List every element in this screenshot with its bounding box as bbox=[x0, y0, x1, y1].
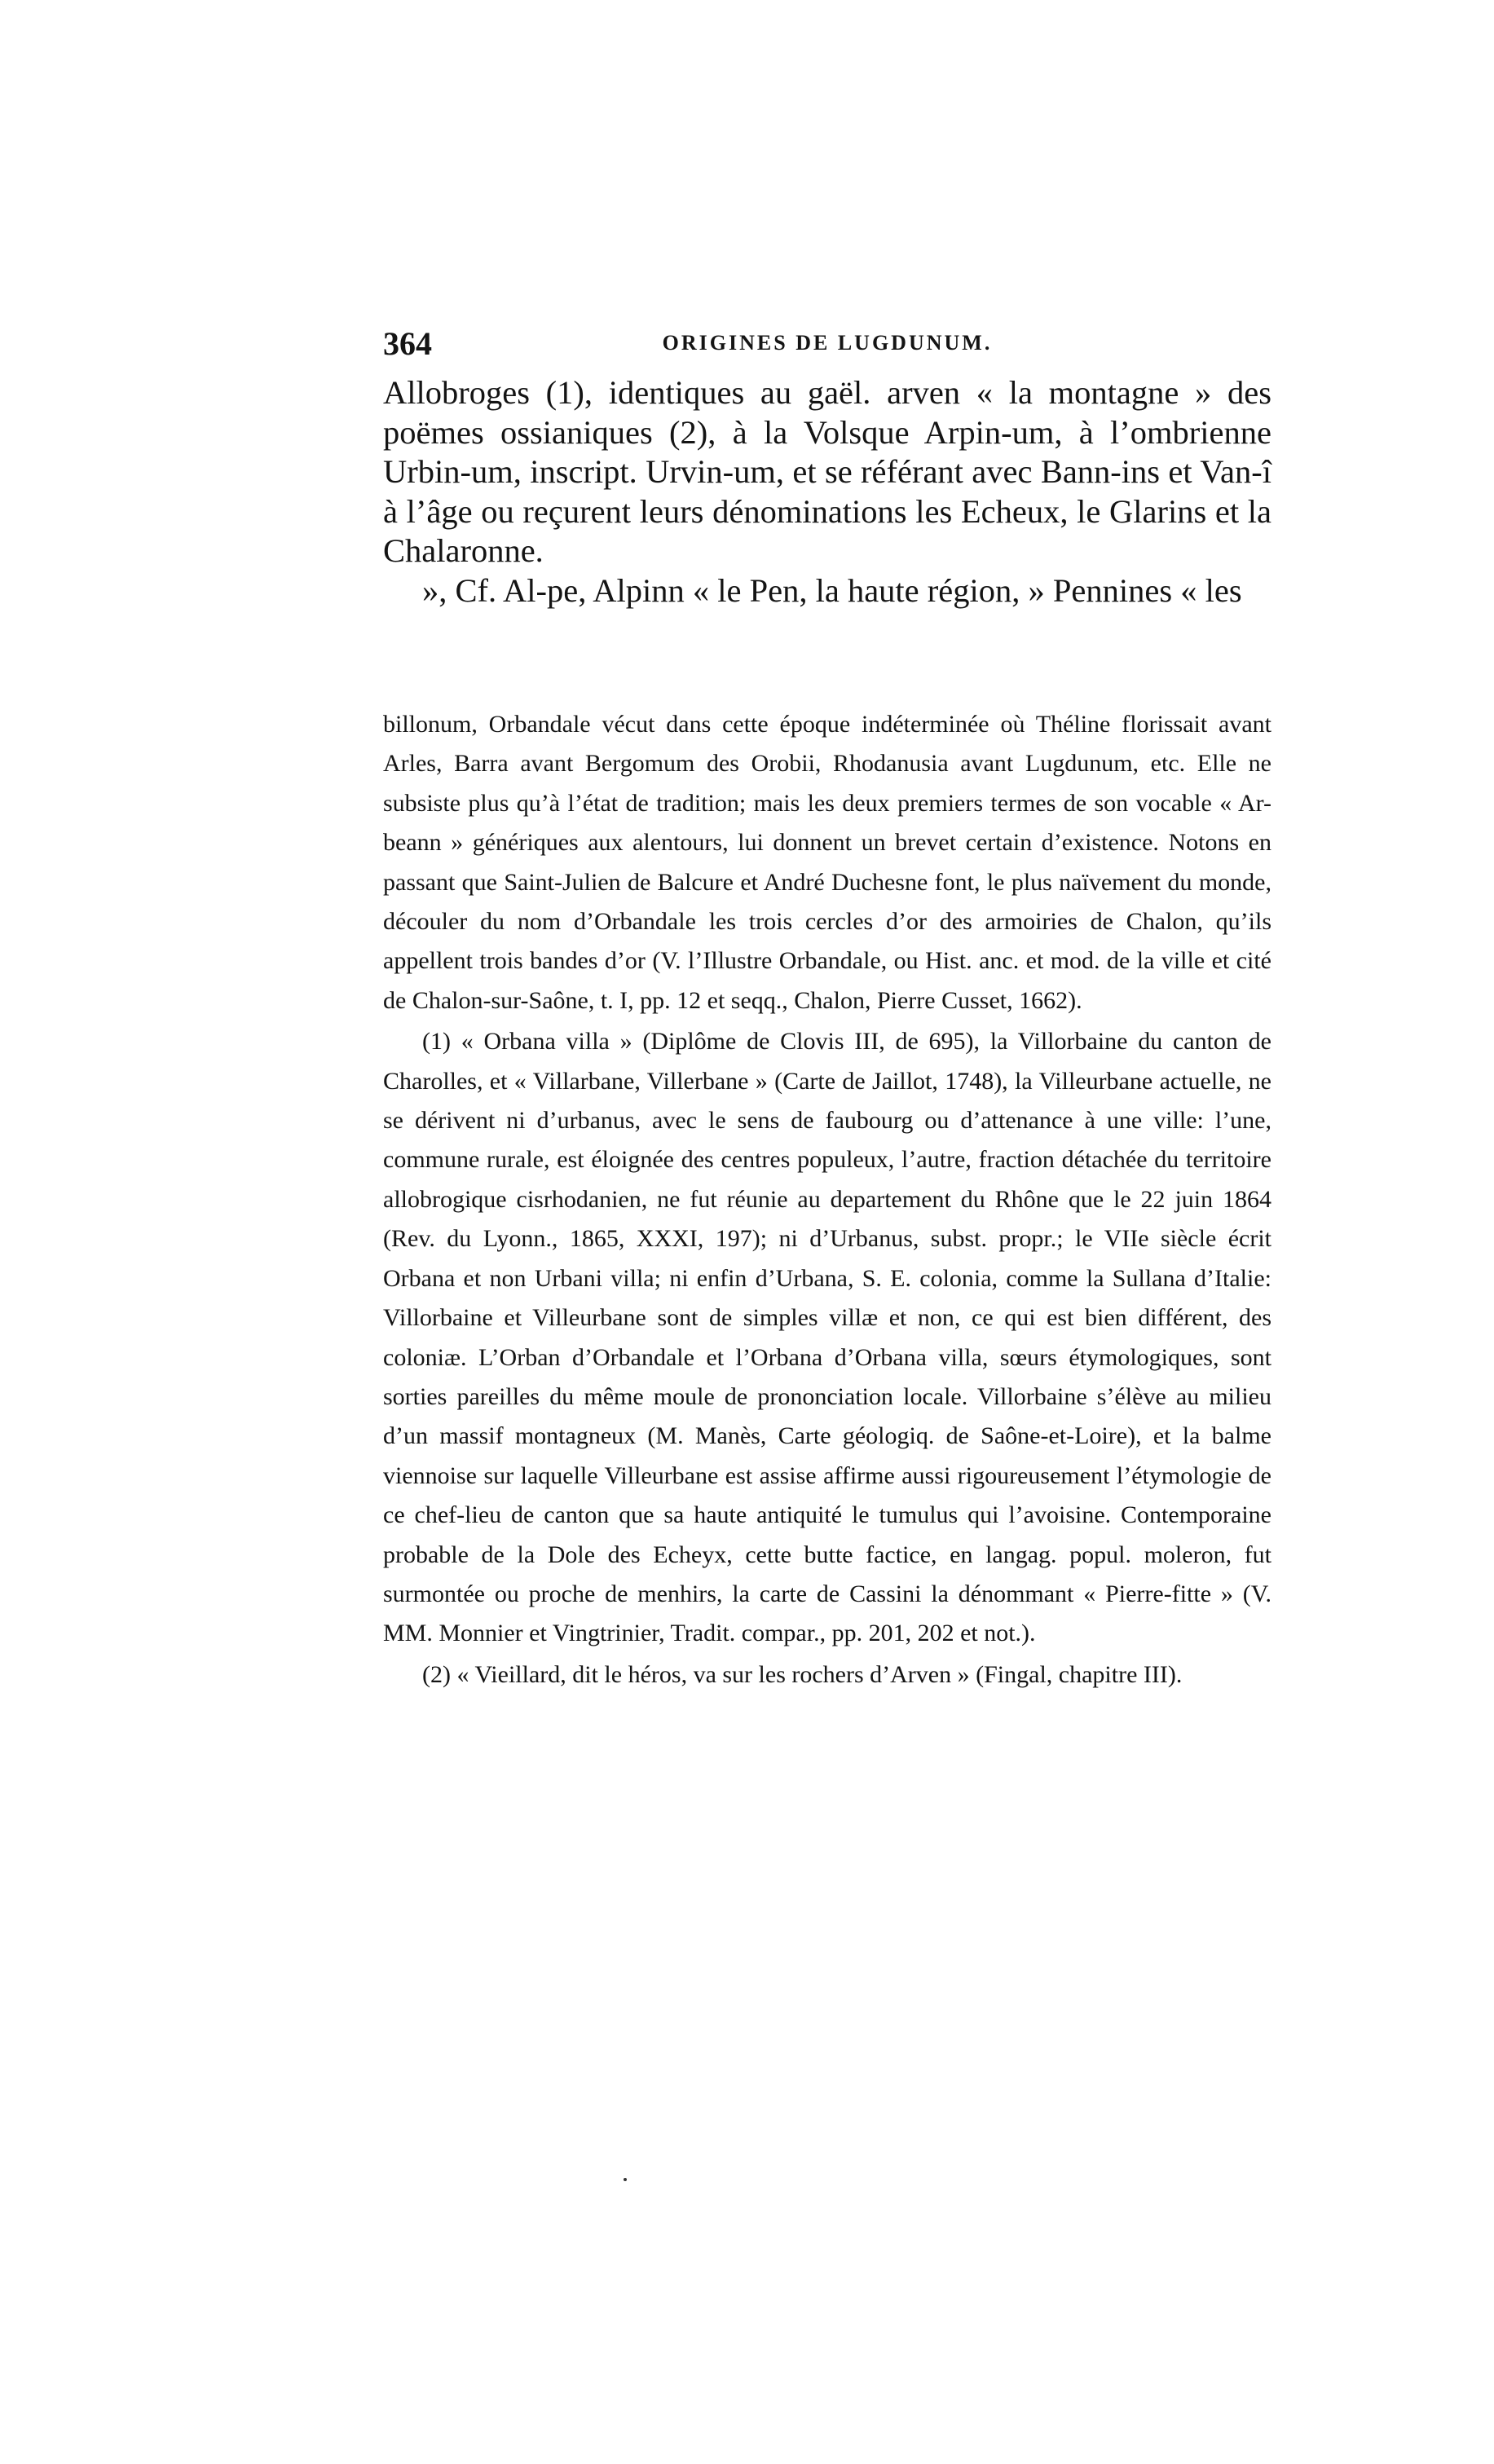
running-title: ORIGINES DE LUGDUNUM. bbox=[662, 331, 993, 355]
footnote-continuation: billonum, Orbandale vécut dans cette époque indéterminée où Théline florissait avant Arles, Barra avant Bergomum des Orobii, Rhodanusia avant Lugdunum, etc. Elle ne subsiste plus qu’à l’état de tradition; mais les deux premiers termes de son vocable « Ar-beann » génériques aux alentours, lui donnent un brevet certain d’existence. Notons en passant que Saint-Julien de Balcure et André Duchesne font, le plus naïvement du monde, découler du nom d’Orbandale les trois cercles d’or des armoiries de Chalon, qu’ils appellent trois bandes d’or (V. l’Illustre Orbandale, ou Hist. anc. et mod. de la ville et cité de Chalon-sur-Saône, t. I, pp. 12 et seqq., Chalon, Pierre Cusset, 1662). bbox=[383, 711, 1271, 1014]
main-text bbox=[383, 373, 1271, 610]
main-paragraph: », Cf. Al-pe, Alpinn « le Pen, la haute région, » Pennines « les bbox=[422, 571, 1242, 609]
footnote-2: (2) « Vieillard, dit le héros, va sur les rochers d’Arven » (Fingal, chapitre III). bbox=[422, 1660, 1183, 1688]
footnote-1: (1) « Orbana villa » (Diplôme de Clovis III, de 695), la Villorbaine du canton de Charolles, et « Villarbane, Villerbane » (Carte de Jaillot, 1748), la Villeurbane actuelle, ne se dérivent ni d’urbanus, avec le sens de faubourg ou d’attenance à une ville: l’une, commune rurale, est éloignée des centres populeux, l’autre, fraction détachée du territoire allobrogique cisrhodanien, ne fut réunie au departement du Rhône que le 22 juin 1864 (Rev. du Lyonn., 1865, XXXI, 197); ni d’Urbanus, subst. propr.; le VIIe siècle écrit Orbana et non Urbani villa; ni enfin d’Urbana, S. E. colonia, comme la Sullana d’Italie: Villorbaine et Villeurbane sont de simples villæ et non, ce qui est bien différent, des coloniæ. L’Orban d’Orbandale et l’Orbana d’Orbana villa, sœurs étymologiques, sont sorties pareilles du même moule de prononciation locale. Villorbaine s’élève au milieu d’un massif montagneux (M. Manès, Carte géologiq. de Saône-et-Loire), et la balme viennoise sur laquelle Villeurbane est assise affirme aussi rigoureusement l’étymologie de ce chef-lieu de canton que sa haute antiquité le tumulus qui l’avoisine. Contemporaine probable de la Dole des Echeyx, cette butte factice, en langag. popul. moleron, fut surmontée ou proche de menhirs, la carte de Cassini la dénommant « Pierre-fitte » (V. MM. Monnier et Vingtrinier, Tradit. compar., pp. 201, 202 et not.). bbox=[383, 1028, 1271, 1647]
main-paragraph: Allobroges (1), identiques au gaël. arven « la montagne » des poëmes ossianiques (2), à la Volsque Arpin-um, à l’ombrienne Urbin-um, inscript. Urvin-um, et se référant avec Bann-ins et Van-î à l’âge ou reçurent leurs dénominations les Echeux, le Glarins et la Chalaronne. bbox=[383, 374, 1271, 569]
page-number: 364 bbox=[383, 325, 432, 362]
running-head bbox=[383, 324, 1271, 370]
footnotes bbox=[383, 705, 1271, 1695]
ink-speck bbox=[624, 2178, 627, 2181]
